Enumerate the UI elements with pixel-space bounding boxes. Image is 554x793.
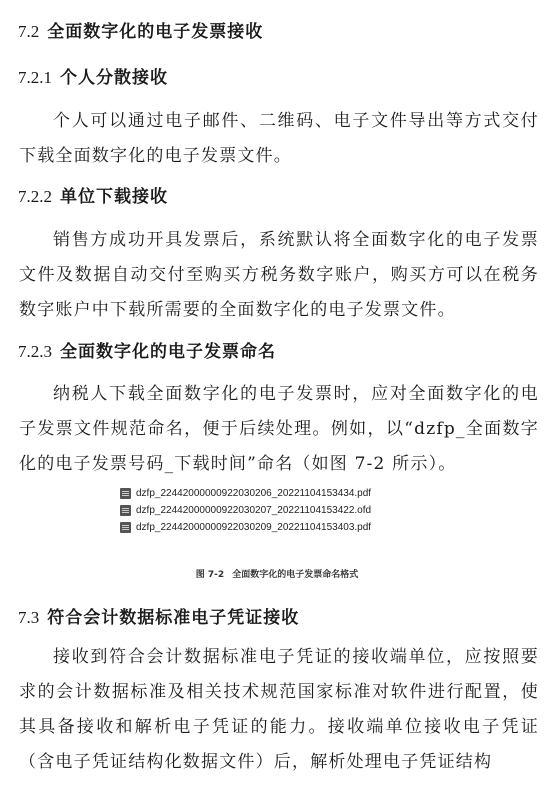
section-heading-7-2 <box>18 21 263 43</box>
file-name: dzfp_22442000000922030207_20221104153422.ofd <box>136 505 372 516</box>
file-item <box>120 519 420 536</box>
section-title: 全面数字化的电子发票命名 <box>60 342 276 362</box>
file-item <box>120 502 420 519</box>
section-title: 全面数字化的电子发票接收 <box>47 22 264 42</box>
paragraph-unit-download: 销售方成功开具发票后，系统默认将全面数字化的电子发票文件及数据自动交付至购买方税务数字账户，购买方可以在税务数字账户中下载所需要的全面数字化的电子发票文件。 <box>19 230 539 320</box>
paragraph-naming: 纳税人下载全面数字化的电子发票时，应对全面数字化的电子发票文件规范命名，便于后续处理。例如，以“dzfp_全面数字化的电子发票号码_下载时间”命名（如图 7-2 所示）。 <box>19 384 539 474</box>
figure-label: 图 7-2 <box>195 570 225 580</box>
file-name: dzfp_22442000000922030206_20221104153434.pdf <box>136 488 372 499</box>
pdf-file-icon <box>120 488 131 499</box>
file-list <box>120 485 420 536</box>
section-title: 符合会计数据标准电子凭证接收 <box>47 608 300 628</box>
section-heading-7-3 <box>18 607 299 629</box>
section-number: 7.2.3 <box>18 342 52 361</box>
section-title: 个人分散接收 <box>60 68 168 88</box>
paragraph-personal-receive: 个人可以通过电子邮件、二维码、电子文件导出等方式交付下载全面数字化的电子发票文件。 <box>19 111 539 166</box>
figure-caption <box>0 567 554 580</box>
pdf-file-icon <box>120 522 131 533</box>
section-number: 7.2.2 <box>18 187 52 206</box>
file-item <box>120 485 420 502</box>
section-heading-7-2-3 <box>18 341 276 363</box>
section-heading-7-2-2 <box>18 186 168 208</box>
section-title: 单位下载接收 <box>60 187 168 207</box>
section-heading-7-2-1 <box>18 67 168 89</box>
file-name: dzfp_22442000000922030209_20221104153403.pdf <box>136 522 372 533</box>
paragraph-accounting-standard: 接收到符合会计数据标准电子凭证的接收端单位，应按照要求的会计数据标准及相关技术规范国家标准对软件进行配置，使其具备接收和解析电子凭证的能力。接收端单位接收电子凭证（含电子凭证结构化数据文件）后，解析处理电子凭证结构 <box>19 647 539 772</box>
ofd-file-icon <box>120 505 131 516</box>
section-number: 7.2.1 <box>18 68 52 87</box>
section-number: 7.3 <box>18 608 40 627</box>
figure-caption-text: 全面数字化的电子发票命名格式 <box>232 570 359 580</box>
section-number: 7.2 <box>18 22 40 41</box>
